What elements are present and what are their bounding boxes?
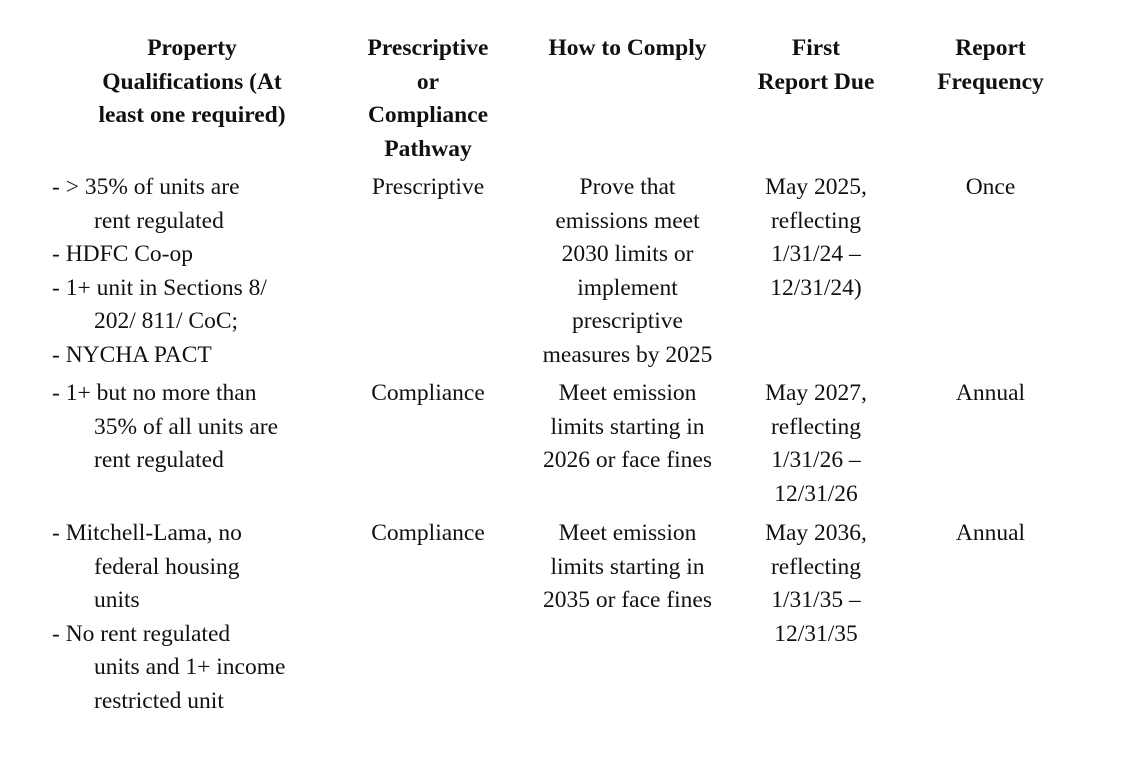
qualification-line: - > 35% of units are (52, 174, 240, 200)
frequency-value: Annual (955, 380, 1026, 406)
row-3-how-to-comply (520, 517, 735, 618)
qualification-line: - 1+ unit in Sections 8/ (52, 274, 267, 301)
header-line: Prescriptive (367, 35, 489, 61)
header-line: First (791, 35, 841, 61)
qualification-line: - NYCHA PACT (52, 341, 212, 368)
row-1-frequency (908, 171, 1073, 205)
how-line: measures by 2025 (542, 341, 713, 368)
pathway-value: Compliance (371, 520, 485, 546)
report-line: May 2025, (765, 174, 867, 200)
header-line: least one required) (98, 102, 286, 128)
header-report-frequency (908, 32, 1073, 99)
row-3-qualifications (52, 517, 352, 718)
row-2-pathway (354, 377, 502, 411)
qualification-line: - Mitchell-Lama, no (52, 520, 242, 546)
qualification-line: - 1+ but no more than (52, 380, 257, 406)
how-line: 2026 or face fines (543, 447, 712, 473)
how-line: 2035 or face fines (543, 587, 712, 613)
row-1-pathway (354, 171, 502, 205)
header-line: Pathway (384, 135, 472, 162)
report-line: 1/31/35 – (771, 587, 861, 613)
how-line: limits starting in (550, 413, 705, 440)
qualification-item (52, 339, 352, 373)
qualification-item (52, 171, 352, 238)
header-how-to-comply (520, 32, 735, 66)
qualification-line: 202/ 811/ CoC; (94, 308, 239, 334)
row-3-pathway (354, 517, 502, 551)
how-line: Prove that (579, 174, 676, 200)
row-2-first-report (742, 377, 890, 511)
how-line: 2030 limits or (561, 241, 694, 267)
report-line: 12/31/26 (774, 480, 858, 507)
how-line: Meet emission (558, 520, 697, 546)
qualification-line: 35% of all units are (94, 413, 279, 440)
qualification-line: units and 1+ income (94, 654, 286, 680)
header-line: Qualifications (At (102, 68, 282, 95)
report-line: 1/31/24 – (771, 241, 861, 267)
header-line: Report Due (757, 68, 875, 95)
report-line: reflecting (770, 553, 862, 580)
frequency-value: Once (965, 174, 1016, 200)
report-line: May 2027, (765, 380, 867, 406)
qualification-line: - No rent regulated (52, 620, 231, 647)
header-line: Report (955, 35, 1026, 61)
row-3-first-report (742, 517, 890, 651)
row-1-qualifications (52, 171, 352, 372)
how-line: implement (577, 274, 678, 301)
row-2-frequency (908, 377, 1073, 411)
qualification-item (52, 377, 352, 478)
qualification-line: rent regulated (94, 207, 224, 234)
report-line: 12/31/24) (770, 274, 862, 301)
qualification-item (52, 517, 352, 618)
report-line: reflecting (770, 413, 862, 440)
how-line: prescriptive (572, 308, 683, 334)
row-1-first-report (742, 171, 890, 305)
qualification-line: federal housing (94, 553, 240, 580)
qualification-line: rent regulated (94, 447, 224, 473)
header-line: Frequency (937, 68, 1044, 95)
how-line: Meet emission (558, 380, 697, 406)
report-line: 12/31/35 (774, 620, 858, 647)
header-line: How to Comply (548, 35, 707, 61)
qualification-line: units (94, 587, 140, 613)
how-line: limits starting in (550, 553, 705, 580)
header-property-qualifications (62, 32, 322, 133)
frequency-value: Annual (955, 520, 1026, 546)
qualification-line: - HDFC Co-op (52, 241, 194, 267)
qualification-item (52, 618, 352, 719)
row-1-how-to-comply (520, 171, 735, 372)
header-line: Property (147, 35, 237, 61)
pathway-value: Prescriptive (371, 174, 485, 200)
header-pathway (354, 32, 502, 166)
header-first-report-due (742, 32, 890, 99)
report-line: reflecting (770, 207, 862, 234)
pathway-value: Compliance (371, 380, 485, 406)
qualification-item (52, 272, 352, 339)
how-line: emissions meet (555, 207, 700, 234)
qualification-line: restricted unit (94, 687, 224, 714)
header-line: Compliance (367, 102, 489, 128)
row-3-frequency (908, 517, 1073, 551)
row-2-how-to-comply (520, 377, 735, 478)
qualification-item (52, 238, 352, 272)
row-2-qualifications (52, 377, 352, 478)
header-line: or (416, 68, 440, 95)
report-line: 1/31/26 – (771, 447, 861, 473)
report-line: May 2036, (765, 520, 867, 546)
